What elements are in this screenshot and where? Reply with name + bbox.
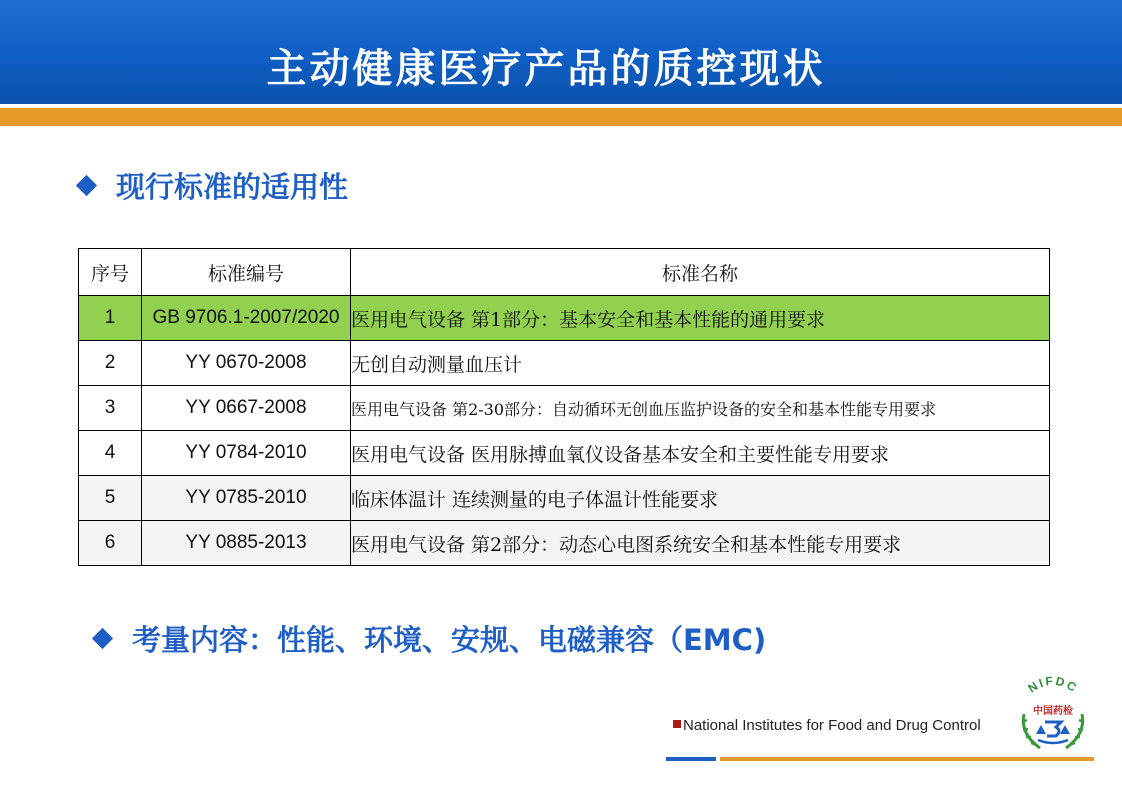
footer-organization: National Institutes for Food and Drug Control — [683, 717, 981, 734]
header-rule-orange — [0, 108, 1122, 126]
diamond-bullet-icon — [92, 628, 113, 649]
row-name: 临床体温计 连续测量的电子体温计性能要求 — [351, 476, 1050, 521]
table-row — [79, 521, 1050, 566]
table-row — [79, 296, 1050, 341]
standards-table — [78, 248, 1050, 566]
table-row — [79, 341, 1050, 386]
slide-title: 主动健康医疗产品的质控现状 — [266, 45, 826, 92]
bullet-applicability — [79, 165, 348, 206]
row-code: YY 0885-2013 — [142, 521, 351, 566]
row-number: 2 — [79, 341, 142, 386]
bullet-considerations-text: 考量内容：性能、环境、安规、电磁兼容（EMC) — [132, 623, 767, 657]
footer-bar-blue — [666, 757, 716, 761]
row-name: 无创自动测量血压计 — [351, 341, 1050, 386]
bullet-considerations — [95, 618, 766, 659]
footer-square-icon — [673, 720, 681, 728]
row-code: YY 0670-2008 — [142, 341, 351, 386]
row-name: 医用电气设备 第1部分：基本安全和基本性能的通用要求 — [351, 296, 1050, 341]
row-code: YY 0784-2010 — [142, 431, 351, 476]
logo-chinese-text: 中国药检 — [1033, 706, 1073, 717]
row-code: YY 0667-2008 — [142, 386, 351, 431]
row-number: 3 — [79, 386, 142, 431]
row-number: 4 — [79, 431, 142, 476]
row-name: 医用电气设备 第2-30部分：自动循环无创血压监护设备的安全和基本性能专用要求 — [351, 386, 1050, 431]
row-number: 6 — [79, 521, 142, 566]
footer-bar-orange — [720, 757, 1094, 761]
row-name: 医用电气设备 医用脉搏血氧仪设备基本安全和主要性能专用要求 — [351, 431, 1050, 476]
svg-text:NIFDC — [1025, 676, 1080, 696]
diamond-bullet-icon — [76, 175, 97, 196]
header-standard-name: 标准名称 — [351, 249, 1050, 296]
header-standard-code: 标准编号 — [142, 249, 351, 296]
table-row — [79, 431, 1050, 476]
table-row — [79, 386, 1050, 431]
nifdc-logo-icon — [1012, 676, 1094, 754]
row-code: GB 9706.1-2007/2020 — [142, 296, 351, 341]
bullet-applicability-text: 现行标准的适用性 — [116, 170, 349, 204]
row-number: 1 — [79, 296, 142, 341]
row-code: YY 0785-2010 — [142, 476, 351, 521]
row-name: 医用电气设备 第2部分：动态心电图系统安全和基本性能专用要求 — [351, 521, 1050, 566]
row-number: 5 — [79, 476, 142, 521]
table-row — [79, 476, 1050, 521]
header-serial: 序号 — [79, 249, 142, 296]
logo-acronym: NIFDC — [1025, 676, 1081, 696]
table-header-row — [79, 249, 1050, 296]
